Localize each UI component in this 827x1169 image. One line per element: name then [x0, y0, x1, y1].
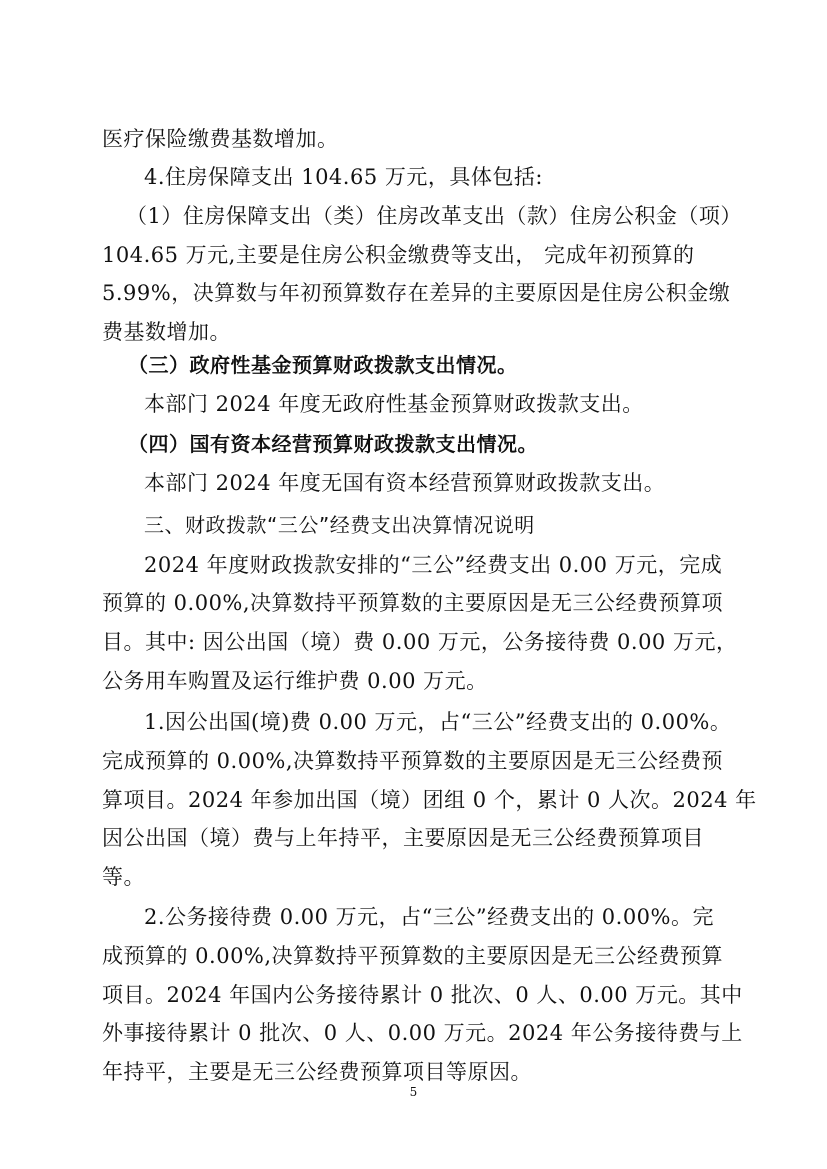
- paragraph-line: 4.住房保障支出 104.65 万元，具体包括:: [144, 165, 543, 189]
- paragraph-line: 104.65 万元,主要是住房公积金缴费等支出， 完成年初预算的: [102, 243, 695, 267]
- paragraph-line: 公务用车购置及运行维护费 0.00 万元。: [102, 669, 488, 693]
- paragraph-line: 因公出国（境）费与上年持平，主要原因是无三公经费预算项目: [102, 826, 704, 850]
- paragraph-line: 等。: [102, 865, 145, 889]
- paragraph-line: 算项目。2024 年参加出国（境）团组 0 个，累计 0 人次。2024 年: [102, 788, 757, 812]
- paragraph-line: 完成预算的 0.00%,决算数持平预算数的主要原因是无三公经费预: [102, 749, 724, 773]
- paragraph-line: 5.99%，决算数与年初预算数存在差异的主要原因是住房公积金缴: [102, 281, 731, 305]
- paragraph-line: 外事接待累计 0 批次、0 人、0.00 万元。2024 年公务接待费与上: [102, 1021, 743, 1045]
- paragraph-line: 费基数增加。: [102, 320, 231, 344]
- paragraph-line: 医疗保险缴费基数增加。: [102, 127, 339, 151]
- page-number: 5: [409, 1085, 418, 1099]
- paragraph-line: 成预算的 0.00%,决算数持平预算数的主要原因是无三公经费预算: [102, 944, 724, 968]
- paragraph-line: （1）住房保障支出（类）住房改革支出（款）住房公积金（项）: [126, 204, 742, 228]
- section-heading: 三、财政拨款“三公”经费支出决算情况说明: [144, 513, 535, 537]
- paragraph-line: 本部门 2024 年度无国有资本经营预算财政拨款支出。: [144, 471, 666, 495]
- paragraph-line: 目。其中: 因公出国（境）费 0.00 万元，公务接待费 0.00 万元，: [102, 630, 738, 654]
- paragraph-line: 2.公务接待费 0.00 万元，占“三公”经费支出的 0.00%。完: [144, 905, 715, 929]
- paragraph-line: 本部门 2024 年度无政府性基金预算财政拨款支出。: [144, 392, 644, 416]
- paragraph-line: 2024 年度财政拨款安排的“三公”经费支出 0.00 万元，完成: [144, 553, 723, 577]
- paragraph-line: 项目。2024 年国内公务接待累计 0 批次、0 人、0.00 万元。其中: [102, 983, 743, 1007]
- section-heading: （四）国有资本经营预算财政拨款支出情况。: [128, 432, 538, 456]
- paragraph-line: 预算的 0.00%,决算数持平预算数的主要原因是无三公经费预算项: [102, 591, 724, 615]
- paragraph-line: 1.因公出国(境)费 0.00 万元，占“三公”经费支出的 0.00%。: [144, 710, 732, 734]
- paragraph-line: 年持平，主要是无三公经费预算项目等原因。: [102, 1060, 532, 1084]
- section-heading: （三）政府性基金预算财政拨款支出情况。: [128, 353, 518, 377]
